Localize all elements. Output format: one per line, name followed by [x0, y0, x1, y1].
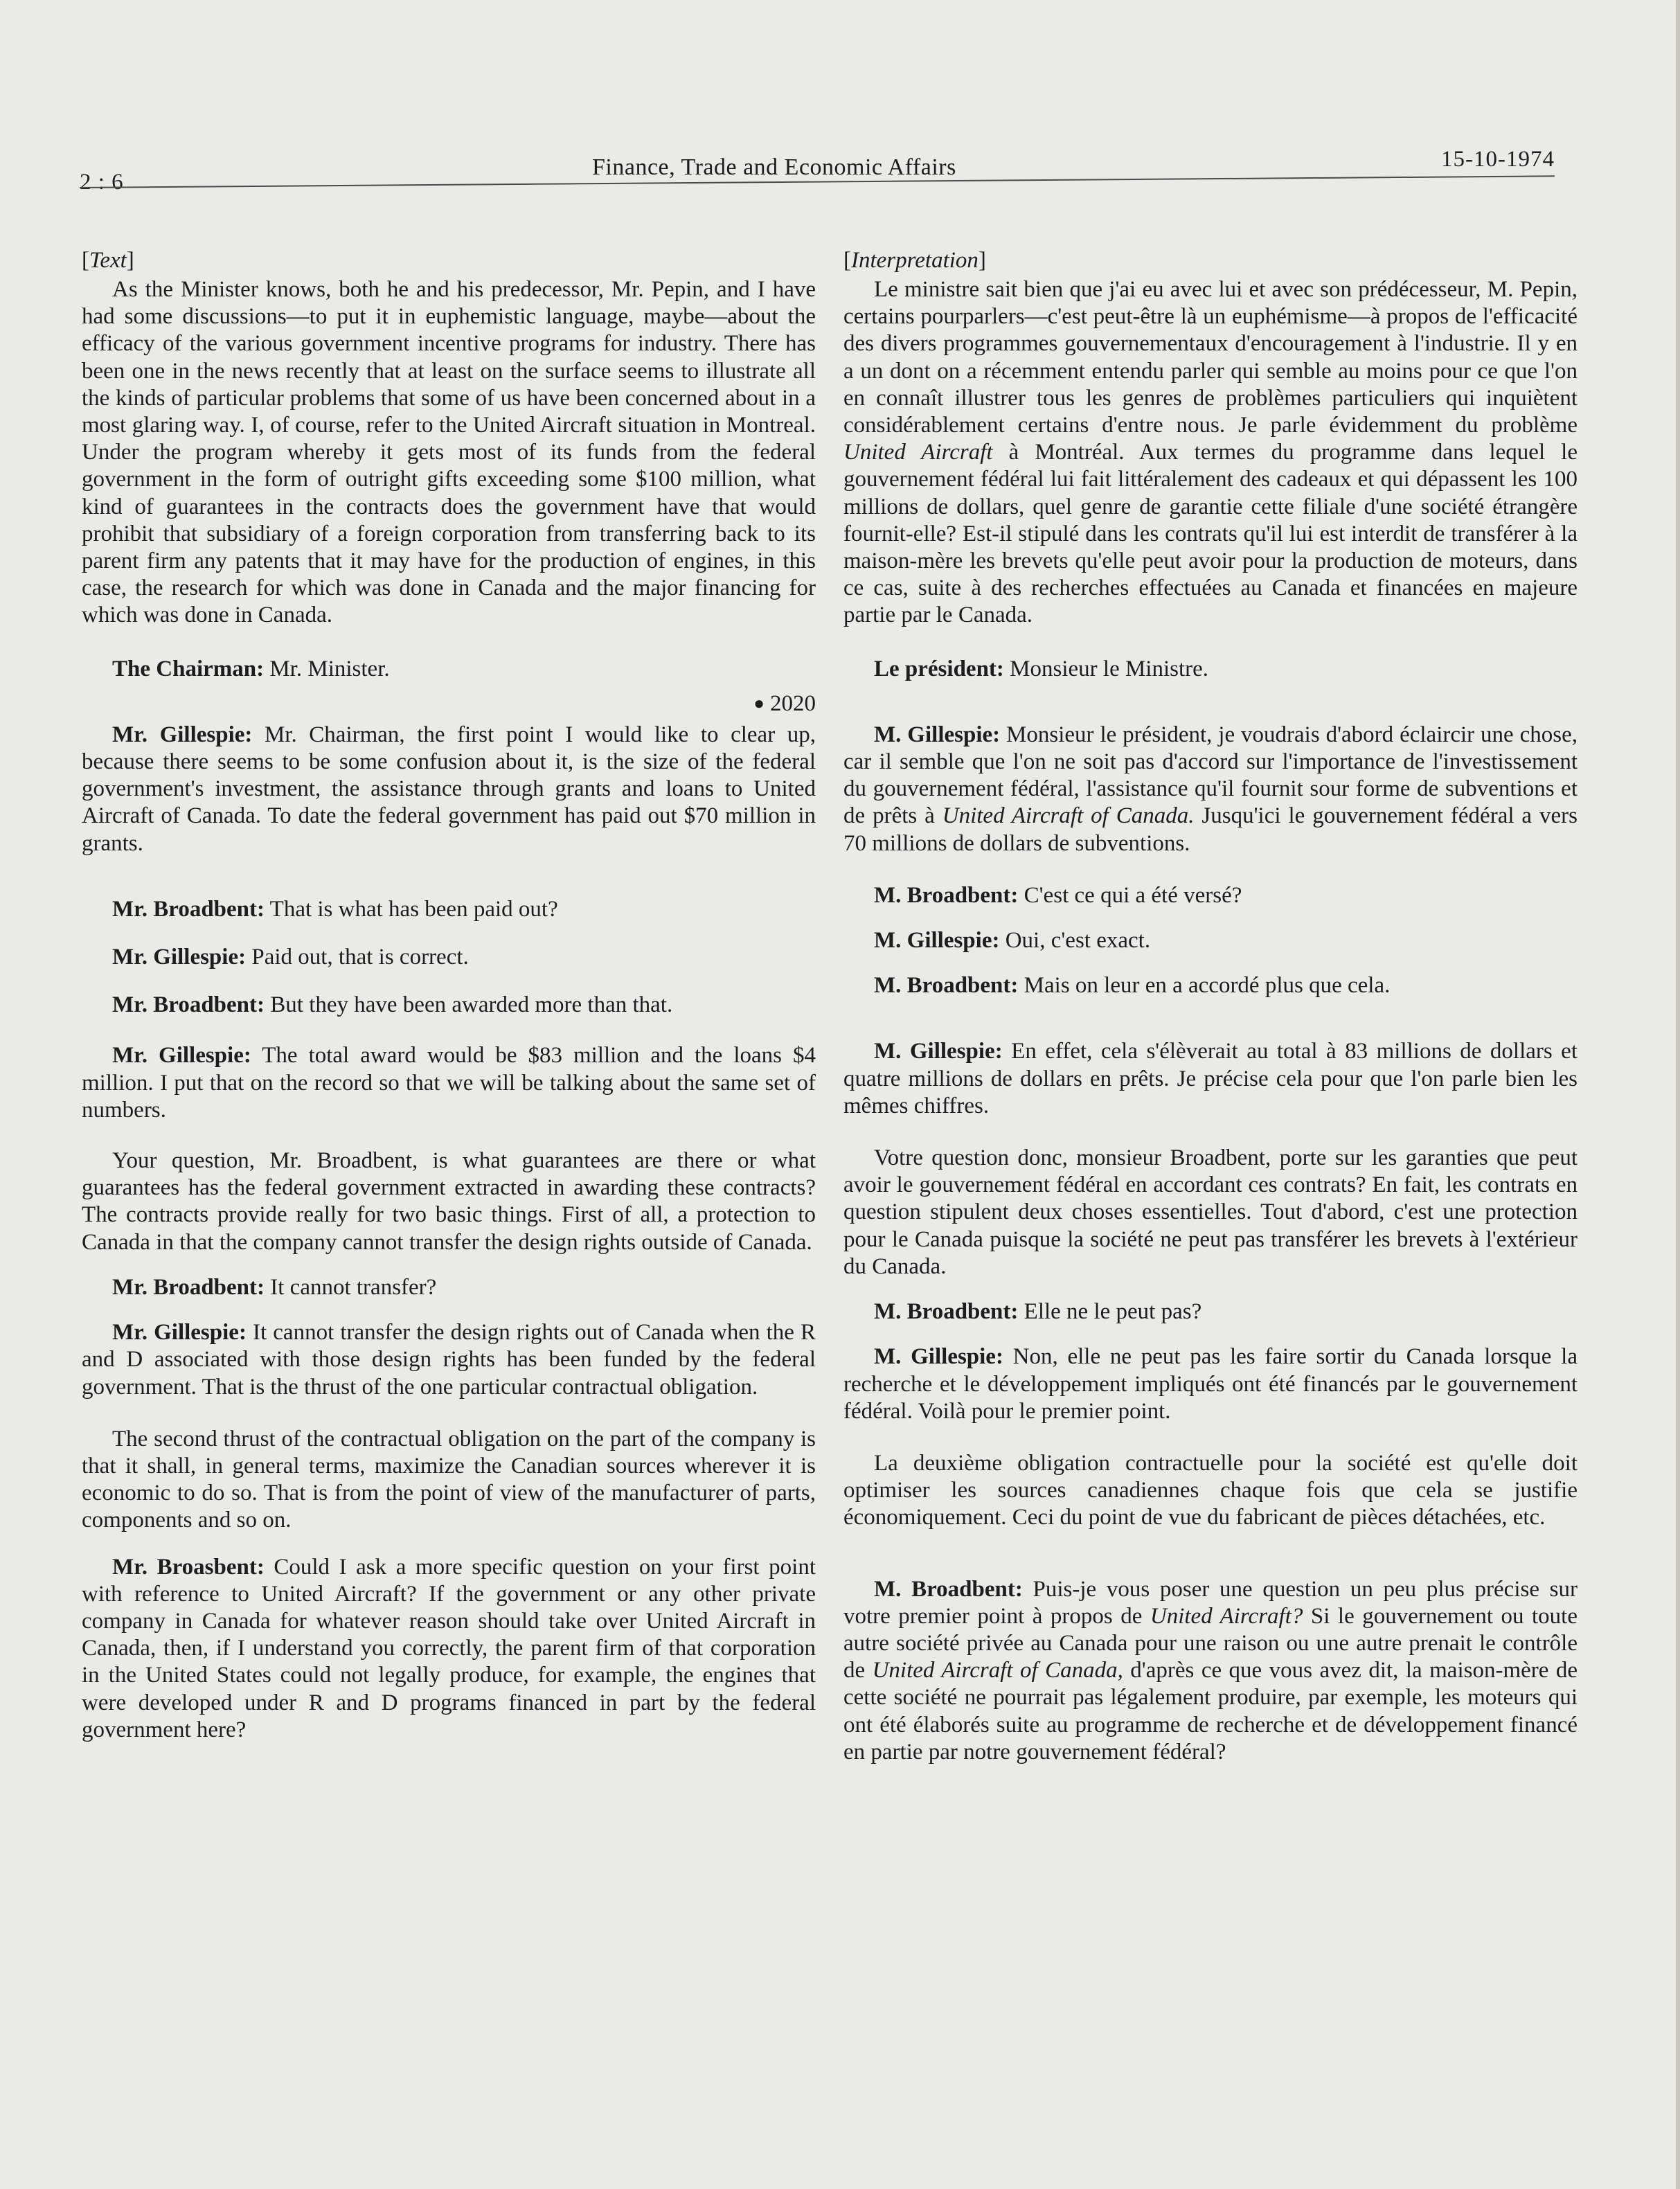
- paragraph: Mr. Gillespie: It cannot transfer the design rights out of Canada when the R and D associated with those design rights has been funded by the federal government. That is the thrust of the one particular contractual obligation.: [82, 1320, 816, 1400]
- paragraph: La deuxième obligation contractuelle pour la société est qu'elle doit optimiser les sources canadiennes chaque fois que cela se justifie économiquement. Ceci du point de vue du fabricant de pièces détachées, etc.: [843, 1450, 1578, 1530]
- page-number: 2 : 6: [80, 170, 124, 195]
- paragraph: Le président: Monsieur le Ministre.: [874, 656, 1209, 681]
- paragraph: M. Broadbent: Elle ne le peut pas?: [874, 1299, 1202, 1325]
- paragraph: As the Minister knows, both he and his predecessor, Mr. Pepin, and I have had some discussions—to put it in euphemistic language, maybe—about the efficacy of the various government incentive programs for industry. There has been one in the news recently that at least on the surface seems to illustrate all the kinds of particular problems that some of us have been concerned about in a most glaring way. I, of course, refer to the United Aircraft situation in Montreal. Under the program whereby it gets most of its funds from the federal government in the form of outright gifts exceeding some $100 million, what kind of guarantees in the contracts does the government have that would prohibit that subsidiary of a foreign corporation from transferring back to its parent firm any patents that it may have for the production of engines, in this case, the research for which was done in Canada and the major financing for which was done in Canada.: [82, 277, 816, 628]
- speaker: M. Gillespie:: [874, 722, 1001, 747]
- speaker: M. Broadbent:: [874, 973, 1019, 999]
- paragraph: Mr. Broadbent: But they have been awarded more than that.: [112, 992, 673, 1018]
- paragraph: The Chairman: Mr. Minister.: [112, 656, 390, 681]
- speaker: M. Broadbent:: [874, 1299, 1019, 1325]
- bullet-icon: ●: [753, 693, 765, 713]
- french-column: [843, 248, 1578, 1766]
- paragraph: Mr. Broadbent: It cannot transfer?: [112, 1274, 437, 1300]
- speaker: Mr. Broasbent:: [112, 1554, 265, 1580]
- speaker: M. Gillespie:: [874, 1039, 1003, 1064]
- paragraph: Mr. Gillespie: The total award would be $83 million and the loans $4 million. I put that on the record so that we will be talking about the same set of numbers.: [82, 1043, 816, 1123]
- paragraph: M. Gillespie: En effet, cela s'élèverait au total à 83 millions de dollars et quatre millions de dollars en prêts. Je précise cela pour que l'on parle bien les mêmes chiffres.: [843, 1039, 1578, 1118]
- speaker: Mr. Gillespie:: [112, 1043, 251, 1069]
- english-column: [82, 248, 816, 1744]
- paragraph: Mr. Gillespie: Mr. Chairman, the first point I would like to clear up, because there seems to be some confusion about it, is the size of the federal government's investment, the assistance through grants and loans to United Aircraft of Canada. To date the federal government has paid out $70 million in grants.: [82, 722, 816, 856]
- paragraph: Mr. Gillespie: Paid out, that is correct.: [112, 945, 469, 970]
- paragraph: Your question, Mr. Broadbent, is what guarantees are there or what guarantees has the federal government extracted in awarding these contracts? The contracts provide really for two basic things. First of all, a protection to Canada in that the company cannot transfer the design rights outside of Canada.: [82, 1148, 816, 1255]
- paragraph: Le ministre sait bien que j'ai eu avec lui et avec son prédécesseur, M. Pepin, certains pourparlers—c'est peut-être là un euphémisme—à propos de l'efficacité des divers programmes gouvernementaux d'encouragement à l'industrie. Il y en a un dont on a récemment entendu parler qui semble au moins pour ce que l'on en connaît illustrer tous les genres de problèmes particuliers qui inquiètent considérablement certains d'entre nous. Je parle évidemment du problème United Aircraft à Montréal. Aux termes du programme dans lequel le gouvernement fédéral lui fait littéralement des cadeaux et qui dépassent les 100 millions de dollars, quel genre de garantie cette filiale d'une société étrangère fournit-elle? Est-il stipulé dans les contrats qu'il lui est interdit de transférer à la maison-mère les brevets qu'elle peut avoir pour la production de moteurs, dans ce cas, suite à des recherches effectuées au Canada et financées en majeure partie par le Canada.: [843, 277, 1578, 628]
- speaker: Mr. Gillespie:: [112, 945, 247, 970]
- speaker: Mr. Gillespie:: [112, 1320, 247, 1346]
- speaker: M. Broadbent:: [874, 1576, 1023, 1602]
- speaker: M. Gillespie:: [874, 1344, 1003, 1370]
- paragraph: M. Broadbent: Mais on leur en a accordé plus que cela.: [874, 973, 1391, 999]
- paragraph: M. Gillespie: Monsieur le président, je voudrais d'abord éclaircir une chose, car il semble que l'on ne soit pas d'accord sur l'importance de l'investissement du gouvernement fédéral, l'assistance qu'il fournit sour forme de subventions et de prêts à United Aircraft of Canada. Jusqu'ici le gouvernement fédéral a vers 70 millions de dollars de subventions.: [843, 722, 1578, 856]
- paragraph: Votre question donc, monsieur Broadbent, porte sur les garanties que peut avoir le gouvernement fédéral en accordant ces contrats? En fait, les contrats en question stipulent deux choses essentielles. Tout d'abord, c'est une protection pour le Canada puisque la société ne peut pas transférer les brevets à l'extérieur du Canada.: [843, 1145, 1578, 1279]
- speaker: M. Broadbent:: [874, 882, 1019, 908]
- paragraph: Mr. Broadbent: That is what has been paid out?: [112, 896, 558, 922]
- paragraph: M. Gillespie: Non, elle ne peut pas les faire sortir du Canada lorsque la recherche et le développement impliqués ont été financés par le gouvernement fédéral. Voilà pour le premier point.: [843, 1344, 1578, 1424]
- running-title: Finance, Trade and Economic Affairs: [592, 154, 956, 180]
- text-label: [Text]: [82, 248, 134, 273]
- speaker: Mr. Broadbent:: [112, 1274, 265, 1300]
- header-date: 15-10-1974: [1441, 147, 1555, 172]
- paragraph: M. Gillespie: Oui, c'est exact.: [874, 928, 1151, 954]
- paragraph: The second thrust of the contractual obligation on the part of the company is that it shall, in general terms, maximize the Canadian sources wherever it is economic to do so. That is from the point of view of the manufacturer of parts, components and so on.: [82, 1426, 816, 1533]
- interpretation-label: [Interpretation]: [843, 248, 986, 273]
- speaker: Mr. Broadbent:: [112, 992, 265, 1018]
- speaker: Le président:: [874, 656, 1004, 681]
- time-marker: ● 2020: [753, 690, 816, 716]
- speaker: M. Gillespie:: [874, 928, 1000, 954]
- speaker: Mr. Gillespie:: [112, 722, 253, 747]
- paragraph: M. Broadbent: C'est ce qui a été versé?: [874, 882, 1242, 908]
- paragraph: Mr. Broasbent: Could I ask a more specific question on your first point with reference to United Aircraft? If the government or any other private company in Canada for whatever reason should take over United Aircraft in Canada, then, if I understand you correctly, the parent firm of that corporation in the United States could not legally produce, for example, the engines that were developed under R and D programs financed in part by the federal government here?: [82, 1554, 816, 1742]
- paragraph: M. Broadbent: Puis-je vous poser une question un peu plus précise sur votre premier point à propos de United Aircraft? Si le gouvernement ou toute autre société privée au Canada pour une raison ou une autre prenait le contrôle de United Aircraft of Canada, d'après ce que vous avez dit, la maison-mère de cette société ne pourrait pas légalement produire, par exemple, les moteurs qui ont été élaborés suite au programme de recherche et de développement financé en partie par notre gouvernement fédéral?: [843, 1576, 1578, 1764]
- speaker: Mr. Broadbent:: [112, 896, 265, 922]
- speaker: The Chairman:: [112, 656, 265, 681]
